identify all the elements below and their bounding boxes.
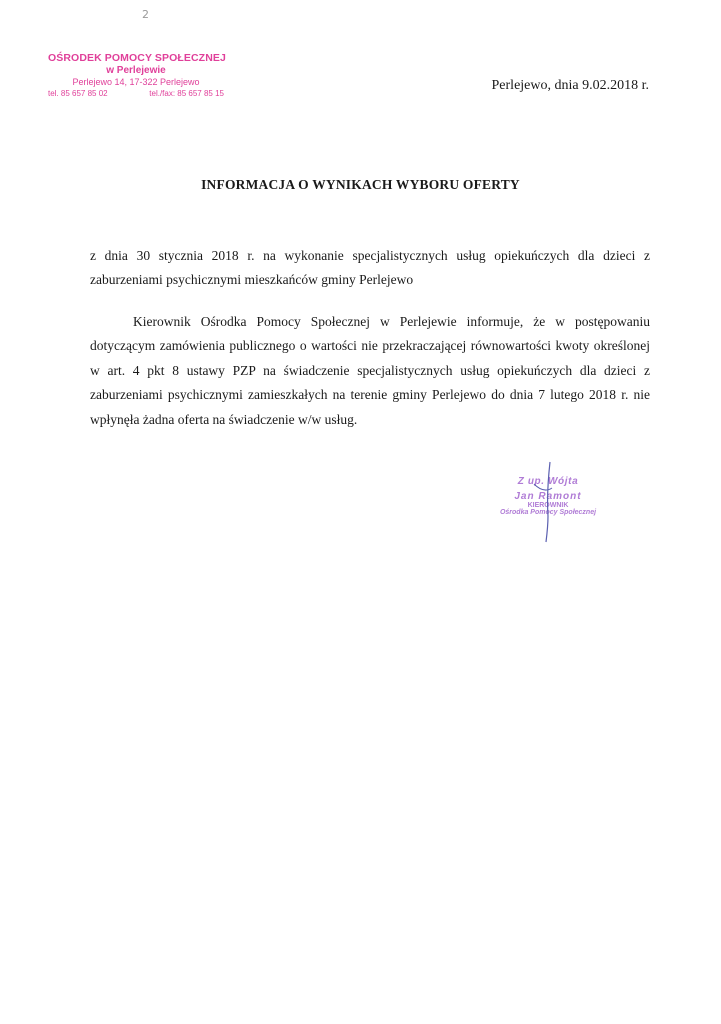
- document-subject: z dnia 30 stycznia 2018 r. na wykonanie specjalistycznych usług opiekuńczych dla dzieci z zaburzeniami psychicznymi mieszkańców gminy Perlejewo: [90, 248, 650, 287]
- stamp-address: Perlejewo 14, 17-322 Perlejewo: [72, 77, 200, 87]
- stamp-fax: tel./fax: 85 657 85 15: [149, 89, 224, 98]
- stamp-contacts: [48, 89, 224, 98]
- body-paragraph: Kierownik Ośrodka Pomocy Społecznej w Perlejewie informuje, że w postępowaniu dotyczącym zamówienia publicznego o wartości nie przekraczającej równowartości kwoty określonej w art. 4 pkt 8 ustawy PZP na świadczenie specjalistycznych usług opiekuńczych dla dzieci z zaburzeniami psychicznymi zamieszkałych na terenie gminy Perlejewo do dnia 7 lutego 2018 r. nie wpłynęła żadna oferta na świadczenie w/w usług.: [90, 314, 650, 427]
- signature-name: Jan Ramont: [514, 491, 582, 502]
- signature-role: Z up. Wójta: [517, 476, 579, 487]
- stamp-org-location: w Perlejewie: [106, 65, 166, 76]
- stamp-org-name: OŚRODEK POMOCY SPOŁECZNEJ: [48, 52, 226, 64]
- stamp-phone: tel. 85 657 85 02: [48, 89, 108, 98]
- page-mark: 2: [142, 8, 149, 21]
- signature-handwriting-icon: [530, 460, 564, 544]
- signature-position: KIEROWNIK: [527, 502, 569, 509]
- institution-stamp: [48, 52, 224, 98]
- date-line: Perlejewo, dnia 9.02.2018 r.: [491, 78, 649, 93]
- document-title: INFORMACJA O WYNIKACH WYBORU OFERTY: [201, 177, 520, 192]
- signature-institution: Ośrodka Pomocy Społecznej: [499, 509, 597, 516]
- signature-stamp: [478, 476, 618, 516]
